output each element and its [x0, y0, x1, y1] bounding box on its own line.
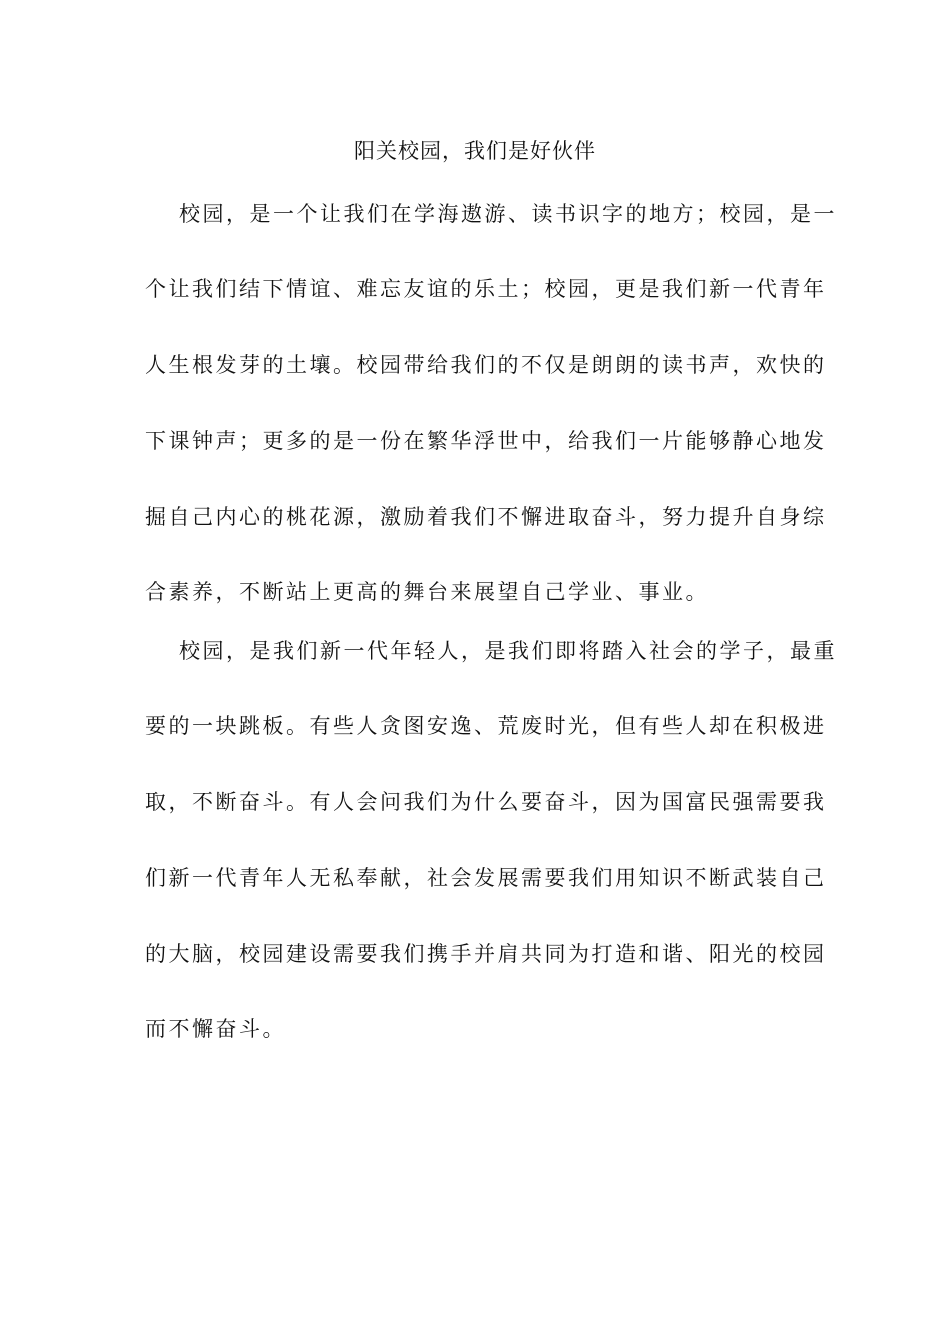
paragraph-line: 掘自己内心的桃花源，激励着我们不懈进取奋斗，努力提升自身综 [145, 505, 827, 529]
paragraph-line: 人生根发芽的土壤。校园带给我们的不仅是朗朗的读书声，欢快的 [145, 353, 827, 377]
document-title: 阳关校园，我们是好伙伴 [354, 139, 596, 163]
paragraph-line: 而不懈奋斗。 [145, 1017, 286, 1041]
paragraph-line: 校园，是一个让我们在学海遨游、读书识字的地方；校园，是一 [179, 202, 837, 226]
paragraph-line: 取，不断奋斗。有人会问我们为什么要奋斗，因为国富民强需要我 [145, 790, 827, 814]
paragraph-1 [145, 199, 837, 607]
paragraph-line: 的大脑，校园建设需要我们携手并肩共同为打造和谐、阳光的校园 [145, 942, 827, 966]
paragraph-line: 们新一代青年人无私奉献，社会发展需要我们用知识不断武装自己 [145, 866, 827, 890]
paragraph-line: 校园，是我们新一代年轻人，是我们即将踏入社会的学子，最重 [179, 639, 837, 663]
paragraph-2 [145, 636, 837, 1044]
paragraph-line: 个让我们结下情谊、难忘友谊的乐土；校园，更是我们新一代青年 [145, 277, 827, 301]
paragraph-line: 下课钟声；更多的是一份在繁华浮世中，给我们一片能够静心地发 [145, 429, 827, 453]
paragraph-line: 要的一块跳板。有些人贪图安逸、荒废时光，但有些人却在积极进 [145, 714, 827, 738]
paragraph-line: 合素养，不断站上更高的舞台来展望自己学业、事业。 [145, 580, 709, 604]
